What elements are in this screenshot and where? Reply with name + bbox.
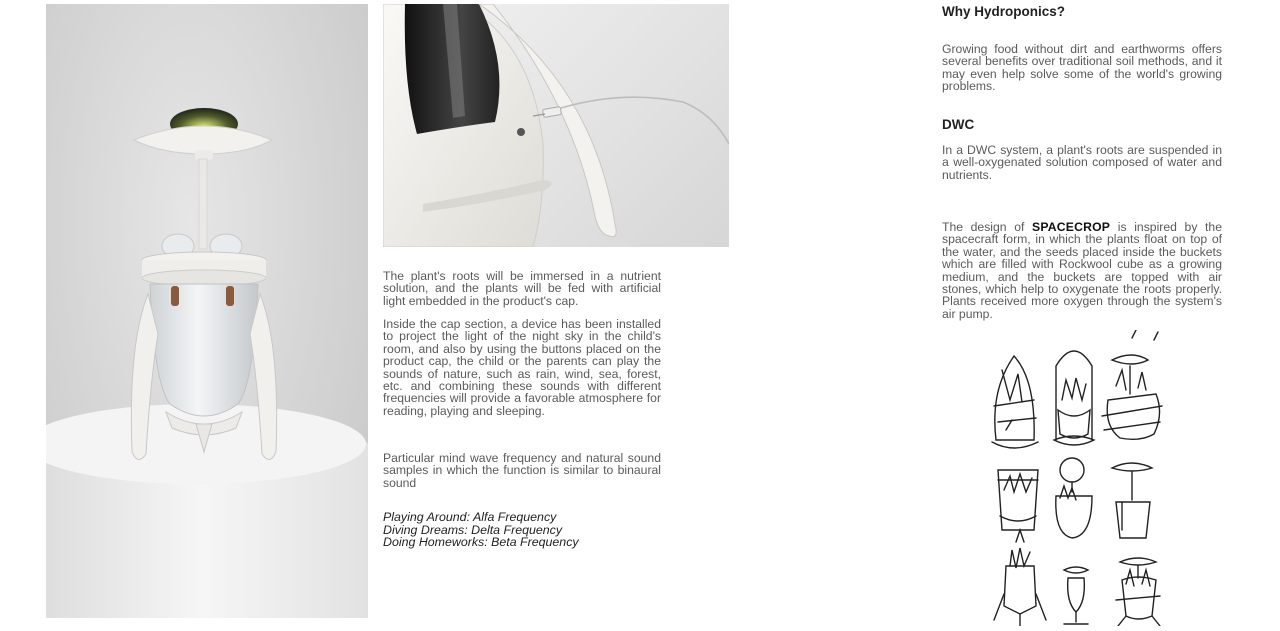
sketch-1 xyxy=(992,356,1038,448)
product-render-image xyxy=(46,4,368,618)
frequency-item: Doing Homeworks: Beta Frequency xyxy=(383,535,579,550)
frequency-list xyxy=(383,511,579,549)
sketch-2 xyxy=(1054,351,1094,445)
sketch-5 xyxy=(1056,458,1092,538)
sketch-8 xyxy=(1064,567,1088,624)
spacecrop-text-intro: The design of xyxy=(942,220,1033,234)
spacecrop-text-body: is inspired by the spacecraft form, in which the plants float on top of the water, and the seeds placed inside the buckets which are filled with Rockwool cube as a growing medium, and the buckets are topped with air stones, which help to oxygenate the roots properly. Plants received more oxygen through the system's air pump. xyxy=(942,220,1222,321)
sketch-6 xyxy=(1112,463,1152,538)
why-hydroponics-heading: Why Hydroponics? xyxy=(942,4,1066,19)
roots-paragraph: The plant's roots will be immersed in a nutrient solution, and the plants will be fed with artificial light embedded in the product's cap. xyxy=(383,269,661,308)
product-detail-image xyxy=(383,4,729,247)
frequency-item: Playing Around: Alfa Frequency xyxy=(383,510,557,524)
dwc-heading: DWC xyxy=(942,117,975,132)
sketch-7 xyxy=(994,530,1046,626)
spacecrop-render xyxy=(46,4,368,618)
spacecrop-brand-name: SPACECROP xyxy=(1032,220,1111,234)
spacecrop-paragraph xyxy=(942,221,1222,320)
sketch-3 xyxy=(1102,330,1162,439)
power-cable-detail xyxy=(383,4,729,247)
dwc-paragraph: In a DWC system, a plant's roots are suspended in a well-oxygenated solution composed of water and nutrients. xyxy=(942,143,1222,182)
cap-section-paragraph: Inside the cap section, a device has been installed to project the light of the night sky in the child's room, and also by using the buttons placed on the product cap, the child or the parents can play the sounds of nature, such as rain, wind, sea, forest, etc. and combining these sounds with different frequencies will provide a favorable atmosphere for reading, playing and sleeping. xyxy=(383,317,661,418)
sketch-9 xyxy=(1116,558,1160,626)
sketch-4 xyxy=(998,470,1038,530)
hydroponics-paragraph: Growing food without dirt and earthworms offers several benefits over traditional soil methods, and it may even help solve some of the world's growing problems. xyxy=(942,42,1222,94)
frequency-paragraph: Particular mind wave frequency and natural sound samples in which the function is similar to binaural sound xyxy=(383,451,661,490)
sketch-drawings xyxy=(976,330,1176,626)
concept-sketches-image xyxy=(976,330,1176,626)
frequency-item: Diving Dreams: Delta Frequency xyxy=(383,522,563,537)
